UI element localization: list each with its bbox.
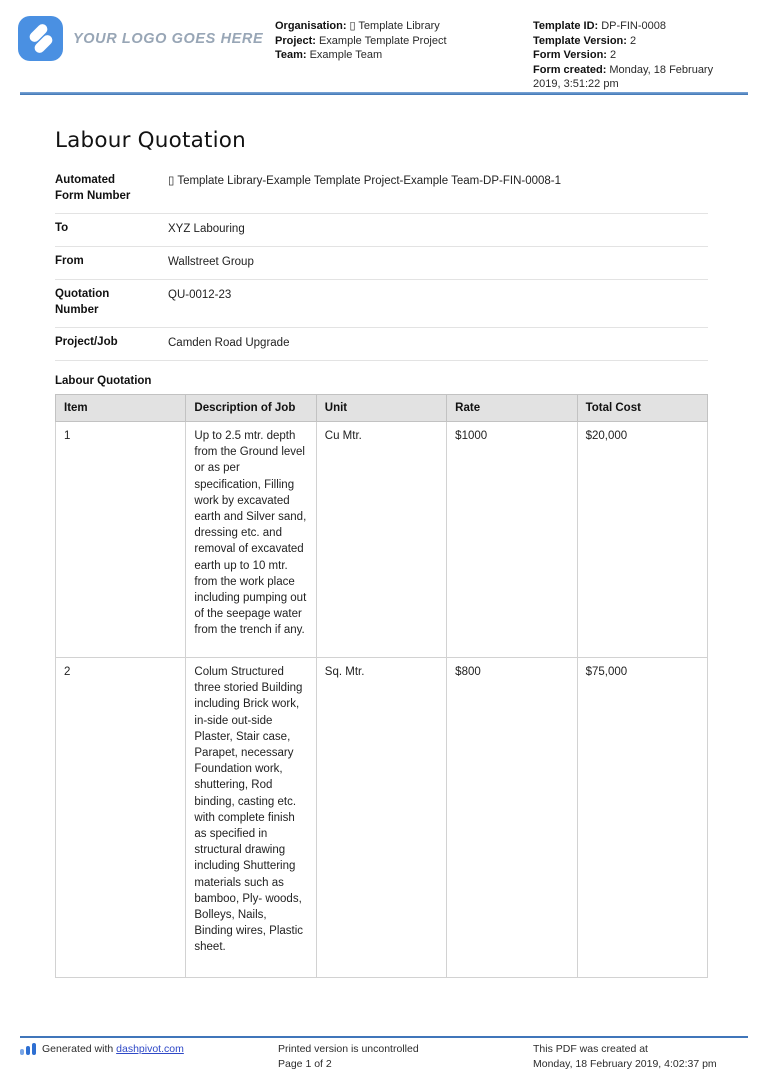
cell-item: 1	[56, 422, 186, 658]
project-line	[275, 34, 520, 49]
form-created-label: Form created:	[533, 63, 607, 76]
field-label: Quotation Number	[55, 288, 110, 316]
organisation-info	[275, 19, 520, 63]
col-header-unit: Unit	[316, 395, 446, 422]
col-header-total-cost: Total Cost	[577, 395, 707, 422]
template-version-line	[533, 34, 740, 49]
dashpivot-link[interactable]: dashpivot.com	[116, 1043, 184, 1055]
pdf-created-timestamp: Monday, 18 February 2019, 4:02:37 pm	[533, 1057, 717, 1070]
team-value: Example Team	[309, 49, 383, 62]
field-value: ▯ Template Library-Example Template Project-Example Team-DP-FIN-0008-1	[168, 174, 562, 187]
form-version-label: Form Version:	[533, 49, 607, 62]
page-header	[0, 0, 768, 95]
field-label: Automated Form Number	[55, 174, 131, 202]
quotation-table	[55, 394, 708, 978]
table-row	[56, 422, 708, 658]
cell-total-cost: $75,000	[577, 658, 707, 978]
form-created-value: Monday, 18 February 2019, 3:51:22 pm	[533, 63, 714, 91]
field-value: Camden Road Upgrade	[168, 336, 290, 349]
field-value: Wallstreet Group	[168, 255, 254, 268]
cell-unit: Cu Mtr.	[316, 422, 446, 658]
team-label: Team:	[275, 49, 307, 62]
field-label: To	[55, 222, 69, 234]
dashpivot-bars-icon	[20, 1043, 36, 1055]
document-body	[0, 128, 768, 978]
pdf-created-label: This PDF was created at	[533, 1043, 648, 1055]
template-id-label: Template ID:	[533, 20, 599, 32]
organisation-line	[275, 19, 520, 34]
template-id-line	[533, 19, 740, 34]
cell-description: Up to 2.5 mtr. depth from the Ground level or as per specification, Filling work by excavated earth and Silver sand, dressing etc. and removal of excavated earth up to 10 mtr. from the work place including pumping out of the seepage water from the trench if any.	[186, 422, 316, 658]
footer-created	[533, 1042, 717, 1071]
form-version-line	[533, 48, 740, 63]
template-meta-info	[533, 19, 740, 92]
template-version-value: 2	[629, 34, 637, 47]
field-value: QU-0012-23	[168, 288, 232, 301]
company-logo-icon	[18, 16, 63, 61]
col-header-item: Item	[56, 395, 186, 422]
table-header-row	[56, 395, 708, 422]
field-automated-form-number	[55, 166, 708, 214]
footer-center	[278, 1042, 419, 1071]
field-from	[55, 247, 708, 280]
cell-item: 2	[56, 658, 186, 978]
table-section-title: Labour Quotation	[55, 375, 152, 387]
uncontrolled-notice: Printed version is uncontrolled	[278, 1043, 419, 1055]
field-project-job	[55, 328, 708, 361]
field-to	[55, 214, 708, 247]
cell-rate: $800	[447, 658, 577, 978]
cell-rate: $1000	[447, 422, 577, 658]
cell-description: Colum Structured three storied Building including Brick work, in-side out-side Plaster, Stair case, Parapet, necessary Foundation work, shuttering, Rod binding, casting etc. with complete finish as specified in structural drawing including Shuttering materials such as bamboo, Ply- woods, Bolleys, Nails, Binding wires, Plastic sheet.	[186, 658, 316, 978]
template-id-value: DP-FIN-0008	[601, 20, 666, 32]
team-line	[275, 48, 520, 63]
field-label: Project/Job	[55, 336, 118, 348]
project-label: Project:	[275, 34, 316, 47]
organisation-label: Organisation:	[275, 20, 347, 32]
logo	[18, 16, 263, 61]
form-created-line	[533, 63, 740, 92]
footer-divider	[20, 1036, 748, 1038]
col-header-description: Description of Job	[186, 395, 316, 422]
col-header-rate: Rate	[447, 395, 577, 422]
footer-generated	[20, 1042, 184, 1057]
field-value: XYZ Labouring	[168, 222, 245, 235]
page-title: Labour Quotation	[55, 128, 246, 153]
cell-unit: Sq. Mtr.	[316, 658, 446, 978]
template-version-label: Template Version:	[533, 34, 627, 47]
header-divider	[20, 92, 748, 95]
form-fields	[55, 166, 708, 361]
form-version-value: 2	[609, 49, 617, 62]
page-number: Page 1 of 2	[278, 1057, 332, 1070]
generated-with-text: Generated with	[42, 1043, 114, 1055]
field-quotation-number	[55, 280, 708, 328]
cell-total-cost: $20,000	[577, 422, 707, 658]
field-label: From	[55, 255, 84, 267]
organisation-value: ▯ Template Library	[349, 20, 440, 32]
table-row	[56, 658, 708, 978]
project-value: Example Template Project	[318, 34, 447, 47]
logo-placeholder-text: YOUR LOGO GOES HERE	[73, 30, 264, 47]
